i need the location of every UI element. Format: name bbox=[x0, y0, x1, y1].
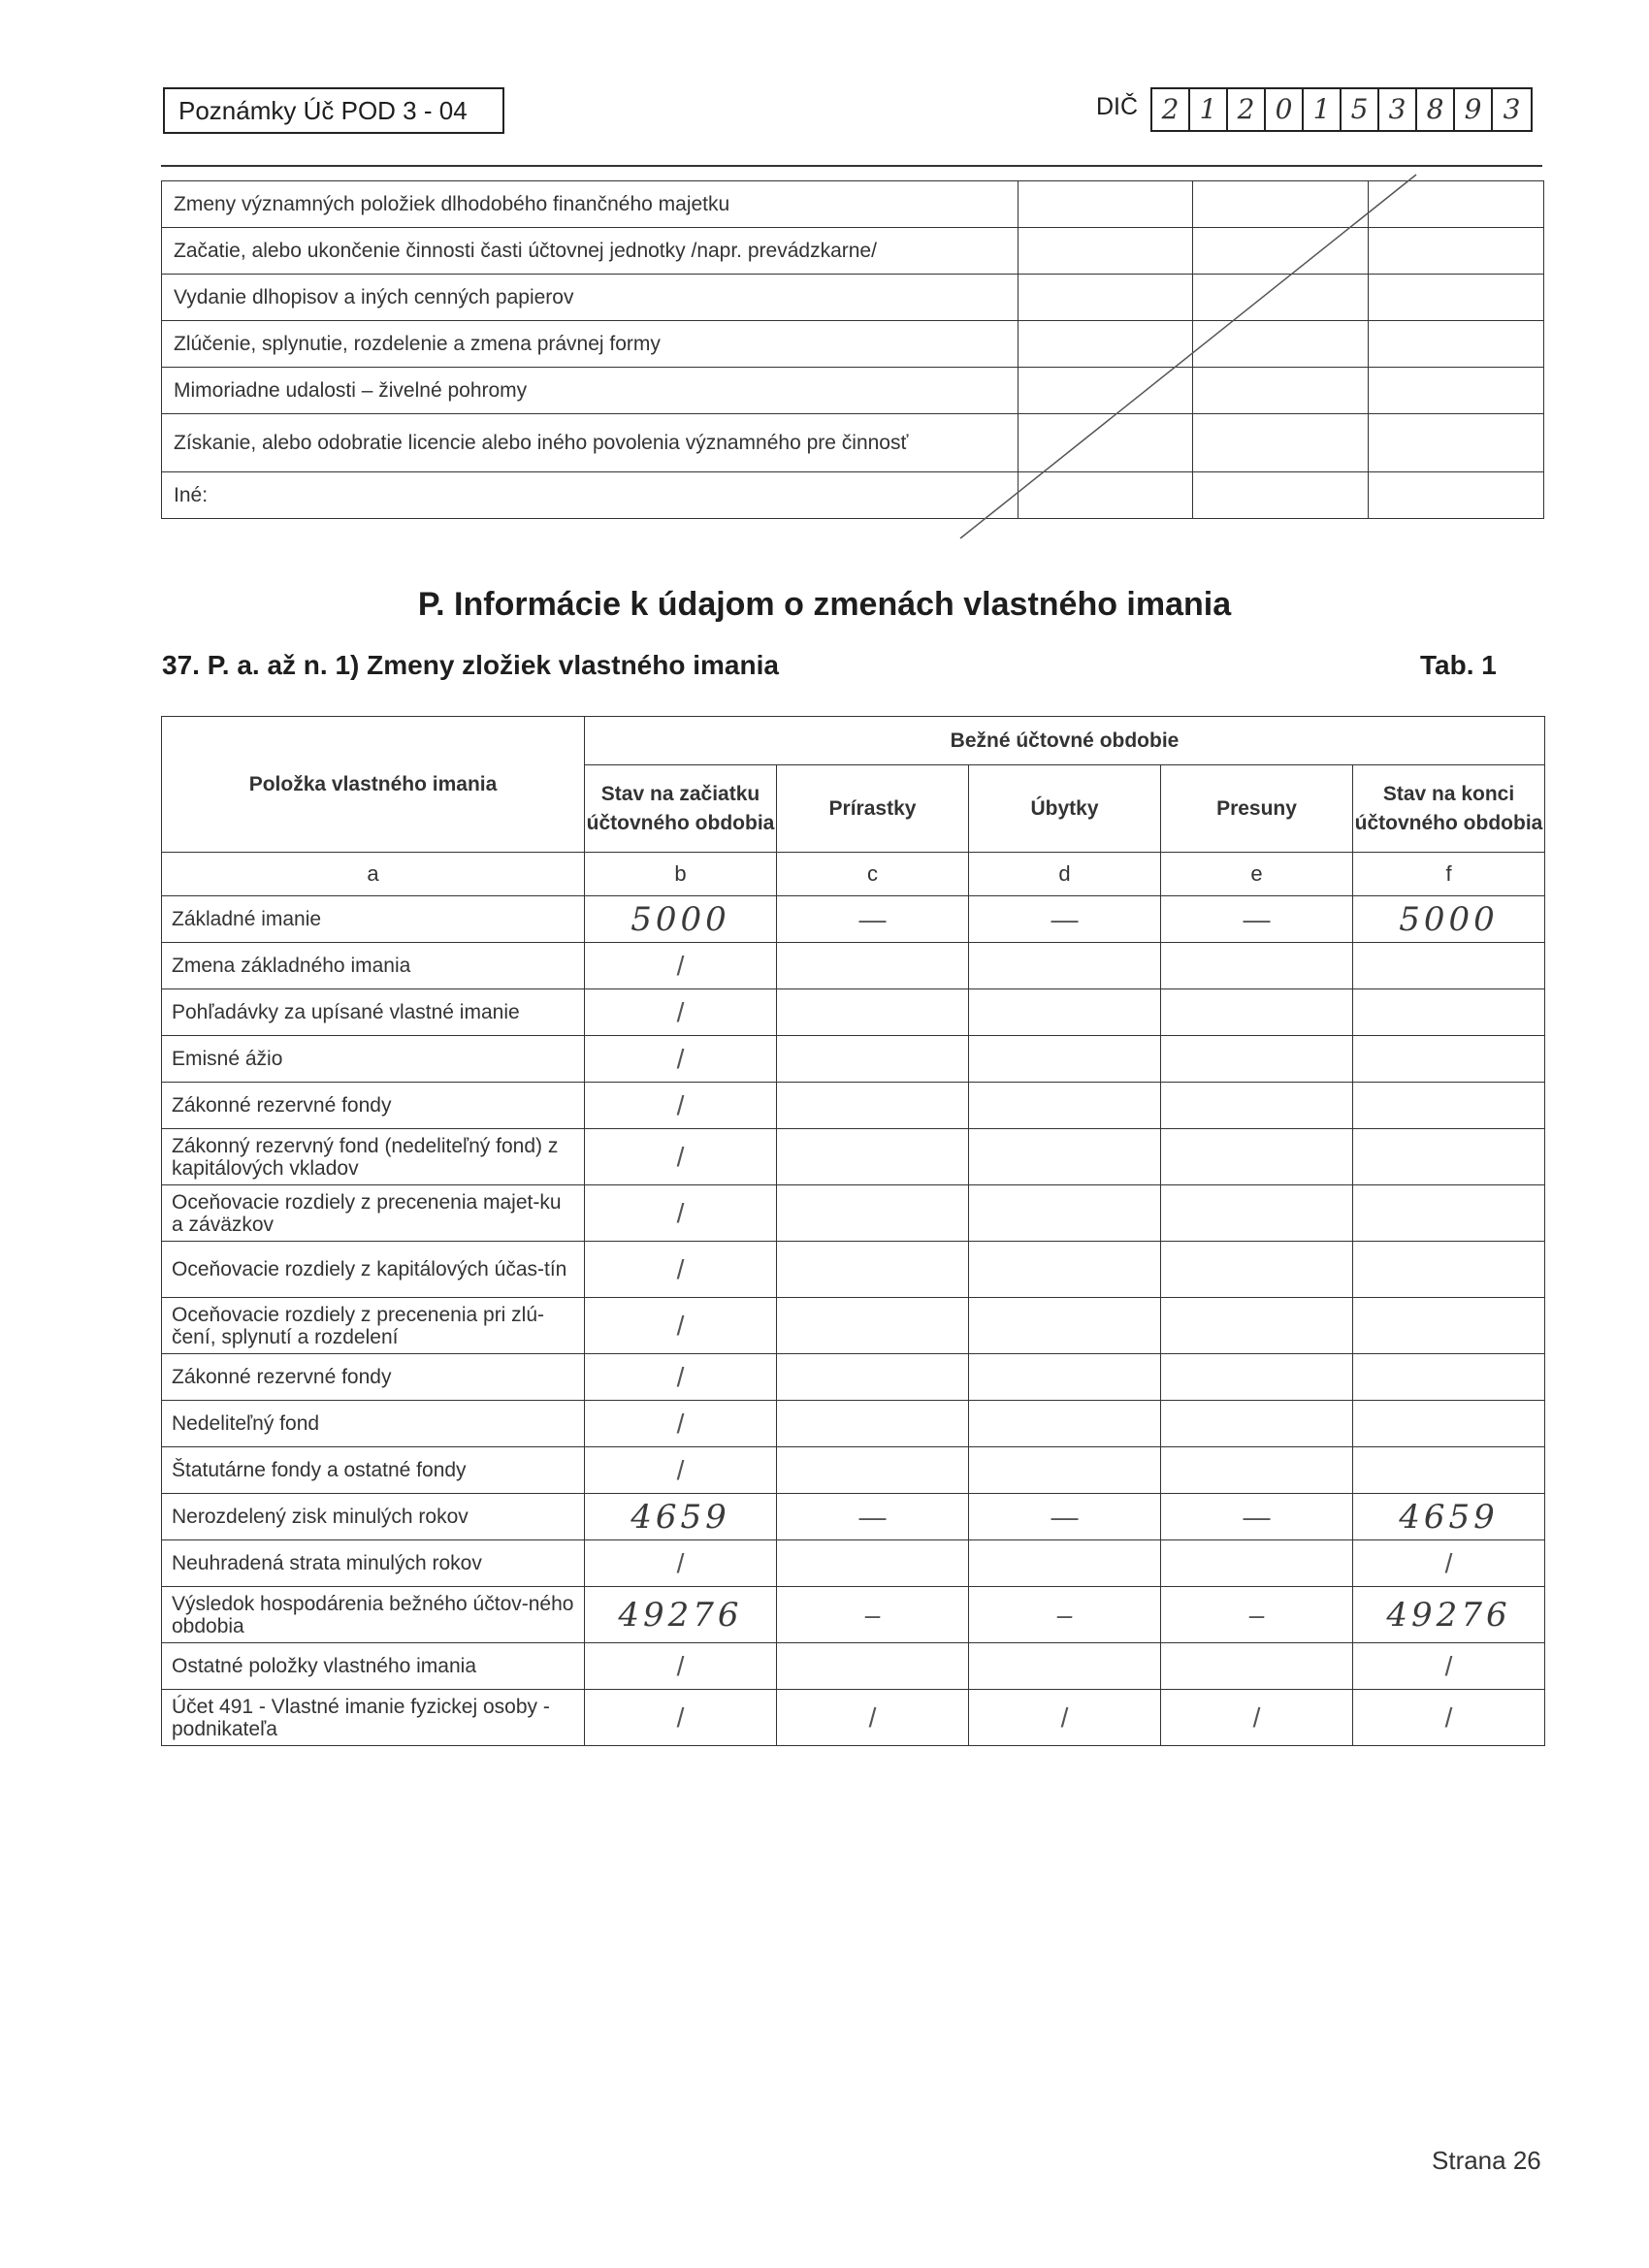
value-cell-b: 5000 bbox=[585, 896, 777, 943]
table-row bbox=[162, 1401, 1545, 1447]
item-label: Oceňovacie rozdiely z precenenia majet-ku a záväzkov bbox=[162, 1185, 585, 1242]
value-cell-c bbox=[777, 1401, 969, 1447]
item-label: Štatutárne fondy a ostatné fondy bbox=[162, 1447, 585, 1494]
row-label: Iné: bbox=[162, 472, 1018, 519]
value-cell-c bbox=[777, 989, 969, 1036]
dic-digit: 9 bbox=[1455, 89, 1493, 130]
value-cell-f bbox=[1353, 943, 1545, 989]
value-cell-b: / bbox=[585, 1129, 777, 1185]
dic-digit: 5 bbox=[1342, 89, 1379, 130]
value-cell-b: / bbox=[585, 1540, 777, 1587]
table-row bbox=[162, 1083, 1545, 1129]
item-label: Základné imanie bbox=[162, 896, 585, 943]
item-label: Výsledok hospodárenia bežného účtov-ného obdobia bbox=[162, 1587, 585, 1643]
column-letter: f bbox=[1353, 853, 1545, 896]
value-cell-d: – bbox=[969, 1587, 1161, 1643]
table-row bbox=[162, 989, 1545, 1036]
value-cell-e: – bbox=[1161, 1587, 1353, 1643]
value-cell-c: — bbox=[777, 896, 969, 943]
table-row bbox=[162, 1540, 1545, 1587]
value-cell-d bbox=[969, 943, 1161, 989]
value-cell-b: / bbox=[585, 1690, 777, 1746]
value-cell-e: / bbox=[1161, 1690, 1353, 1746]
value-cell-b: / bbox=[585, 943, 777, 989]
dic-digit: 3 bbox=[1379, 89, 1417, 130]
value-cell-e bbox=[1161, 943, 1353, 989]
value-cell-f: 49276 bbox=[1353, 1587, 1545, 1643]
value-cell-c bbox=[777, 1129, 969, 1185]
item-label: Oceňovacie rozdiely z precenenia pri zlú-čení, splynutí a rozdelení bbox=[162, 1298, 585, 1354]
value-cell-d bbox=[969, 1185, 1161, 1242]
value-cell-d bbox=[969, 1036, 1161, 1083]
value-cell-f bbox=[1353, 1185, 1545, 1242]
value-cell-f: 5000 bbox=[1353, 896, 1545, 943]
dic-digit: 2 bbox=[1228, 89, 1266, 130]
value-cell-f bbox=[1353, 1083, 1545, 1129]
value-cell-f bbox=[1353, 1298, 1545, 1354]
column-letter: a bbox=[162, 853, 585, 896]
item-label: Účet 491 - Vlastné imanie fyzickej osoby - podnikateľa bbox=[162, 1690, 585, 1746]
row-label: Mimoriadne udalosti – živelné pohromy bbox=[162, 368, 1018, 414]
value-cell-c: – bbox=[777, 1587, 969, 1643]
header-col-b: Stav na začiatku účtovného obdobia bbox=[585, 765, 777, 853]
table-row bbox=[162, 1036, 1545, 1083]
value-cell-b: / bbox=[585, 1185, 777, 1242]
value-cell-b: / bbox=[585, 1643, 777, 1690]
strike-line-top bbox=[0, 0, 1649, 582]
value-cell-f bbox=[1353, 1036, 1545, 1083]
item-label: Neuhradená strata minulých rokov bbox=[162, 1540, 585, 1587]
item-label: Ostatné položky vlastného imania bbox=[162, 1643, 585, 1690]
value-cell-e bbox=[1161, 1298, 1353, 1354]
value-cell-b: / bbox=[585, 1401, 777, 1447]
value-cell-b: / bbox=[585, 1298, 777, 1354]
dic-digit: 2 bbox=[1152, 89, 1190, 130]
item-label: Nedeliteľný fond bbox=[162, 1401, 585, 1447]
value-cell-e bbox=[1161, 1129, 1353, 1185]
value-cell-c bbox=[777, 1242, 969, 1298]
value-cell-d bbox=[969, 1083, 1161, 1129]
table-subtitle: 37. P. a. až n. 1) Zmeny zložiek vlastného imania bbox=[162, 650, 779, 680]
item-label: Zákonný rezervný fond (nedeliteľný fond) z kapitálových vkladov bbox=[162, 1129, 585, 1185]
value-cell-f: 4659 bbox=[1353, 1494, 1545, 1540]
column-letter: e bbox=[1161, 853, 1353, 896]
value-cell-d: — bbox=[969, 1494, 1161, 1540]
value-cell-f: / bbox=[1353, 1643, 1545, 1690]
value-cell-f bbox=[1353, 1447, 1545, 1494]
value-cell-b: / bbox=[585, 1242, 777, 1298]
table-number: Tab. 1 bbox=[1420, 650, 1497, 680]
table-row bbox=[162, 1690, 1545, 1746]
value-cell-e bbox=[1161, 1643, 1353, 1690]
item-label: Zákonné rezervné fondy bbox=[162, 1354, 585, 1401]
value-cell-c bbox=[777, 1298, 969, 1354]
value-cell-f bbox=[1353, 1354, 1545, 1401]
value-cell-d: — bbox=[969, 896, 1161, 943]
table-row bbox=[162, 1298, 1545, 1354]
value-cell-c bbox=[777, 1036, 969, 1083]
value-cell-e bbox=[1161, 1036, 1353, 1083]
row-label: Vydanie dlhopisov a iných cenných papierov bbox=[162, 275, 1018, 321]
value-cell-e bbox=[1161, 1242, 1353, 1298]
value-cell-c bbox=[777, 943, 969, 989]
equity-changes-table bbox=[161, 716, 1545, 1746]
value-cell-d bbox=[969, 989, 1161, 1036]
value-cell-f bbox=[1353, 989, 1545, 1036]
value-cell-c bbox=[777, 1083, 969, 1129]
value-cell-f: / bbox=[1353, 1540, 1545, 1587]
header-item: Položka vlastného imania bbox=[162, 717, 585, 853]
item-label: Oceňovacie rozdiely z kapitálových účas-tín bbox=[162, 1242, 585, 1298]
value-cell-b: / bbox=[585, 1083, 777, 1129]
table-row bbox=[162, 1643, 1545, 1690]
value-cell-c bbox=[777, 1540, 969, 1587]
value-cell-f: / bbox=[1353, 1690, 1545, 1746]
value-cell-d bbox=[969, 1540, 1161, 1587]
dic-digit: 1 bbox=[1190, 89, 1228, 130]
table-row bbox=[162, 1242, 1545, 1298]
value-cell-d bbox=[969, 1242, 1161, 1298]
row-label: Získanie, alebo odobratie licencie alebo iného povolenia významného pre činnosť bbox=[162, 414, 1018, 472]
value-cell-d bbox=[969, 1129, 1161, 1185]
value-cell-b: / bbox=[585, 1354, 777, 1401]
value-cell-c: — bbox=[777, 1494, 969, 1540]
value-cell-e bbox=[1161, 1083, 1353, 1129]
header-col-f: Stav na konci účtovného obdobia bbox=[1353, 765, 1545, 853]
dic-digit: 8 bbox=[1417, 89, 1455, 130]
section-title: P. Informácie k údajom o zmenách vlastného imania bbox=[417, 586, 1232, 623]
value-cell-e bbox=[1161, 1447, 1353, 1494]
dic-label: DIČ bbox=[1096, 93, 1139, 120]
value-cell-f bbox=[1353, 1129, 1545, 1185]
value-cell-e: — bbox=[1161, 896, 1353, 943]
dic-digit: 0 bbox=[1266, 89, 1304, 130]
value-cell-e bbox=[1161, 1401, 1353, 1447]
item-label: Pohľadávky za upísané vlastné imanie bbox=[162, 989, 585, 1036]
column-letter: d bbox=[969, 853, 1161, 896]
value-cell-e bbox=[1161, 1185, 1353, 1242]
header-col-d: Úbytky bbox=[969, 765, 1161, 853]
value-cell-b: 4659 bbox=[585, 1494, 777, 1540]
header-col-c: Prírastky bbox=[777, 765, 969, 853]
value-cell-c bbox=[777, 1354, 969, 1401]
column-letter: c bbox=[777, 853, 969, 896]
value-cell-c bbox=[777, 1185, 969, 1242]
table-row bbox=[162, 1587, 1545, 1643]
table-row bbox=[162, 943, 1545, 989]
value-cell-e bbox=[1161, 1540, 1353, 1587]
value-cell-b: / bbox=[585, 1447, 777, 1494]
item-label: Zákonné rezervné fondy bbox=[162, 1083, 585, 1129]
table-row bbox=[162, 1185, 1545, 1242]
table-row bbox=[162, 1447, 1545, 1494]
item-label: Zmena základného imania bbox=[162, 943, 585, 989]
value-cell-e bbox=[1161, 1354, 1353, 1401]
value-cell-b: / bbox=[585, 989, 777, 1036]
value-cell-d bbox=[969, 1643, 1161, 1690]
value-cell-d bbox=[969, 1401, 1161, 1447]
value-cell-f bbox=[1353, 1242, 1545, 1298]
value-cell-f bbox=[1353, 1401, 1545, 1447]
item-label: Nerozdelený zisk minulých rokov bbox=[162, 1494, 585, 1540]
value-cell-c bbox=[777, 1447, 969, 1494]
value-cell-c: / bbox=[777, 1690, 969, 1746]
value-cell-d: / bbox=[969, 1690, 1161, 1746]
header-period: Bežné účtovné obdobie bbox=[585, 717, 1545, 765]
value-cell-d bbox=[969, 1354, 1161, 1401]
value-cell-d bbox=[969, 1447, 1161, 1494]
page-number: Strana 26 bbox=[1432, 2146, 1541, 2175]
table-row bbox=[162, 1354, 1545, 1401]
row-label: Začatie, alebo ukončenie činnosti časti účtovnej jednotky /napr. prevádzkarne/ bbox=[162, 228, 1018, 275]
form-title: Poznámky Úč POD 3 - 04 bbox=[163, 87, 504, 134]
row-label: Zmeny významných položiek dlhodobého finančného majetku bbox=[162, 181, 1018, 228]
table-row bbox=[162, 1494, 1545, 1540]
row-label: Zlúčenie, splynutie, rozdelenie a zmena právnej formy bbox=[162, 321, 1018, 368]
table-row bbox=[162, 1129, 1545, 1185]
column-letter: b bbox=[585, 853, 777, 896]
header-col-e: Presuny bbox=[1161, 765, 1353, 853]
value-cell-b: / bbox=[585, 1036, 777, 1083]
dic-digit: 1 bbox=[1304, 89, 1342, 130]
item-label: Emisné ážio bbox=[162, 1036, 585, 1083]
dic-digit: 3 bbox=[1503, 93, 1521, 125]
value-cell-d bbox=[969, 1298, 1161, 1354]
table-row bbox=[162, 896, 1545, 943]
value-cell-c bbox=[777, 1643, 969, 1690]
value-cell-b: 49276 bbox=[585, 1587, 777, 1643]
value-cell-e bbox=[1161, 989, 1353, 1036]
value-cell-e: — bbox=[1161, 1494, 1353, 1540]
